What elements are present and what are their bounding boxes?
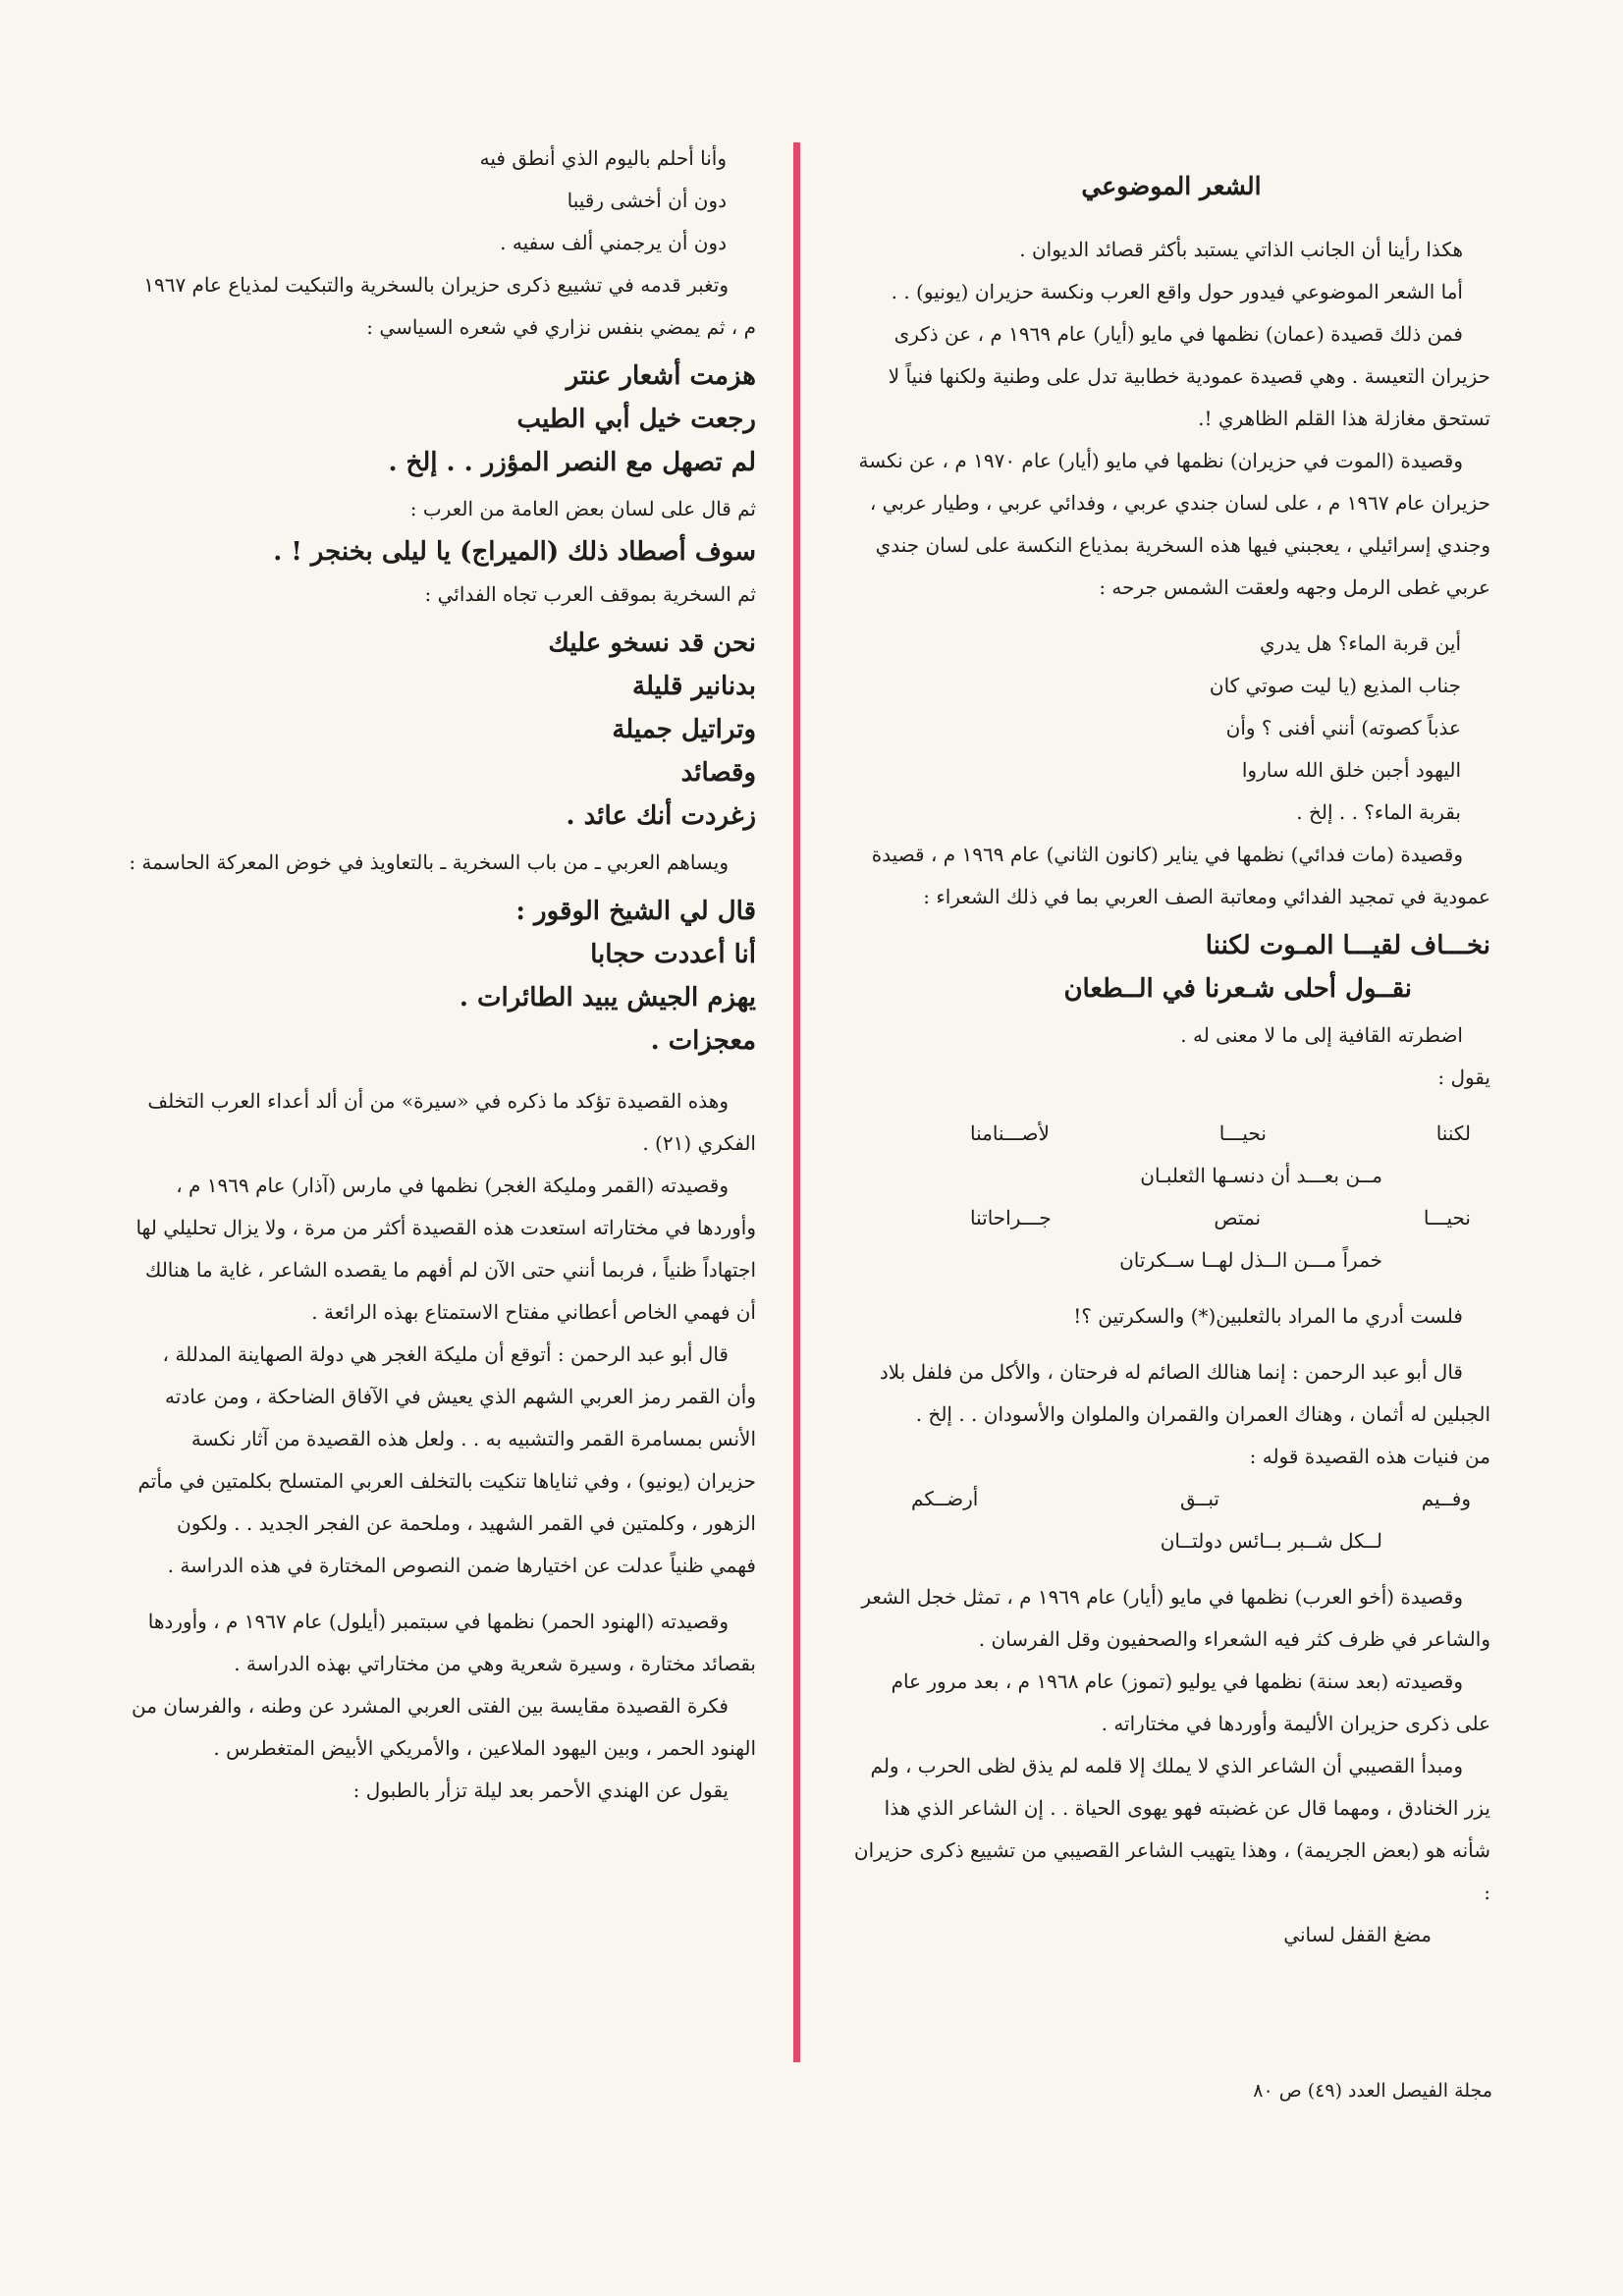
bold-verse: سوف أصطاد ذلك (الميراج) يا ليلى بخنجر ! . <box>273 537 756 567</box>
paragraph: وقصيدته (بعد سنة) نظمها في يوليو (تموز) عام ١٩٦٨ م ، بعد مرور عام على ذكرى حزيران الأليمة وأوردها في مختاراته . <box>891 1669 1490 1735</box>
column-divider <box>793 142 800 2062</box>
verse-word: نمتص <box>1214 1206 1262 1230</box>
bold-verse: وقصائد <box>680 758 756 788</box>
paragraph: وقصيدته (الهنود الحمر) نظمها في سبتمبر (أيلول) عام ١٩٦٧ م ، وأوردها بقصائد مختارة ، وسيرة شعرية وهي من مختاراتي بهذه الدراسة . <box>147 1610 756 1675</box>
right-column <box>852 137 1490 1956</box>
verse-line: جناب المذيع (يا ليت صوتي كان <box>1209 674 1461 697</box>
bold-verse: بدنانير قليلة <box>632 672 756 701</box>
verse-row <box>852 1113 1490 1155</box>
verse-row <box>852 1197 1490 1239</box>
verse-line: وأنا أحلم باليوم الذي أنطق فيه <box>479 146 727 170</box>
paragraph: اضطرته القافية إلى ما لا معنى له . <box>1180 1023 1463 1047</box>
verse-line: دون أن يرجمني ألف سفيه . <box>500 231 727 254</box>
left-column <box>128 137 756 1812</box>
bold-verse: معجزات . <box>650 1026 756 1056</box>
bold-verse: نحن قد نسخو عليك <box>548 629 756 658</box>
verse-word: لأصـــنامنا <box>970 1121 1050 1145</box>
paragraph: ثم السخرية بموقف العرب تجاه الفدائي : <box>424 582 756 606</box>
bold-verse: لم تصهل مع النصر المؤزر . . إلخ . <box>388 448 756 477</box>
bold-verse: زغردت أنك عائد . <box>566 801 756 831</box>
verse-line: مضغ القفل لساني <box>1283 1923 1432 1946</box>
paragraph: وقصيدة (الموت في حزيران) نظمها في مايو (أيار) عام ١٩٧٠ م ، عن نكسة حزيران عام ١٩٦٧ م ، على لسان جندي عربي ، وفدائي عربي ، وطيار عربي ، وجندي إسرائيلي ، يعجبني فيها هذه السخرية بمذياع النكسة على لسان جندي عربي غطى الرمل وجهه ولعقت الشمس جرحه : <box>858 449 1490 599</box>
paragraph: وهذه القصيدة تؤكد ما ذكره في «سيرة» من أن ألد أعداء العرب التخلف الفكري (٢١) . <box>147 1089 756 1155</box>
verse-word: أرضــكم <box>911 1487 979 1510</box>
bold-verse: يهزم الجيش يبيد الطائرات . <box>459 983 756 1012</box>
verse-line: اليهود أجبن خلق الله ساروا <box>1241 758 1461 782</box>
paragraph: وقصيدته (القمر ومليكة الغجر) نظمها في مارس (آذار) عام ١٩٦٩ م ، وأوردها في مختاراته استعدت هذه القصيدة أكثر من مرة ، ولا يزال تحليلي لها اجتهاداً ظنياً ، فربما أنني حتى الآن لم أفهم ما يقصده الشاعر ، غاية ما هنالك أن فهمي الخاص أعطاني مفتاح الاستمتاع بهذه الرائعة . <box>135 1174 756 1324</box>
bold-verse: قال لي الشيخ الوقور : <box>515 897 756 926</box>
page-footer: مجلة الفيصل العدد (٤٩) ص ٨٠ <box>1253 2080 1492 2102</box>
paragraph: ويساهم العربي ـ من باب السخرية ـ بالتعاويذ في خوض المعركة الحاسمة : <box>129 850 729 874</box>
bold-verse: أنا أعددت حجابا <box>590 940 756 969</box>
paragraph: فكرة القصيدة مقايسة بين الفتى العربي المشرد عن وطنه ، والفرسان من الهنود الحمر ، وبين اليهود الملاعين ، والأمريكي الأبيض المتغطرس . <box>132 1694 756 1760</box>
verse-line: مــن بعـــد أن دنسـها الثعلبـان <box>1140 1164 1382 1187</box>
bold-verse: نخـــاف لقيـــا المـوت لكننا <box>1205 931 1490 960</box>
verse-line: بقربة الماء؟ . . إلخ . <box>1296 800 1461 824</box>
verse-word: وفــيم <box>1421 1487 1471 1510</box>
paragraph: يقول : <box>1437 1066 1490 1089</box>
bold-verse: وتراتيل جميلة <box>612 715 756 744</box>
paragraph: أما الشعر الموضوعي فيدور حول واقع العرب ونكسة حزيران (يونيو) . . <box>891 280 1463 303</box>
verse-line: عذباً كصوته) أنني أفنى ؟ وأن <box>1225 716 1461 739</box>
verse-row <box>852 1478 1490 1520</box>
paragraph: قال أبو عبد الرحمن : إنما هنالك الصائم له فرحتان ، والأكل من فلفل بلاد الجبلين له أثمان ، وهناك العمران والقمران والملوان والأسودان . . إلخ . <box>879 1360 1490 1426</box>
verse-line: أين قربة الماء؟ هل يدري <box>1259 631 1461 655</box>
paragraph: يقول عن الهندي الأحمر بعد ليلة تزأر بالطبول : <box>352 1778 729 1802</box>
section-heading: الشعر الموضوعي <box>1081 172 1262 200</box>
verse-line: لــكل شــبر بــائس دولتــان <box>1160 1529 1382 1553</box>
verse-word: تبــق <box>1180 1487 1219 1510</box>
paragraph: قال أبو عبد الرحمن : أتوقع أن مليكة الغجر هي دولة الصهاينة المدللة ، وأن القمر رمز العربي الشهم الذي يعيش في الآفاق الضاحكة ، ومن عادته الأنس بمسامرة القمر والتشبيه به . . ولعل هذه القصيدة من آثار نكسة حزيران (يونيو) ، وفي ثناياها تنكيت بالتخلف العربي المتسلح بكلمتين في مأتم الزهور ، وكلمتين في القمر الشهيد ، وملحمة عن الفجر الجديد . . ولكون فهمي ظنياً عدلت عن اختيارها ضمن النصوص المختارة في هذه الدراسة . <box>137 1342 756 1577</box>
paragraph: فمن ذلك قصيدة (عمان) نظمها في مايو (أيار) عام ١٩٦٩ م ، عن ذكرى حزيران التعيسة . وهي قصيدة عمودية خطابية تدل على وطنية ولكنها فنياً لا تستحق مغازلة هذا القلم الظاهري !. <box>888 322 1490 430</box>
paragraph: من فنيات هذه القصيدة قوله : <box>1249 1445 1490 1468</box>
verse-word: جـــراحاتنا <box>970 1206 1052 1230</box>
paragraph: ومبدأ القصيبي أن الشاعر الذي لا يملك إلا قلمه لم يذق لظى الحرب ، ولم يزر الخنادق ، ومهما قال عن غضبته فهو يهوى الحياة . . إن الشاعر الذي هذا شأنه هو (بعض الجريمة) ، وهذا يتهيب الشاعر القصيبي من تشييع ذكرى حزيران : <box>853 1754 1490 1904</box>
bold-verse: رجعت خيل أبي الطيب <box>516 405 756 434</box>
verse-line: خمراً مـــن الــذل لهــا ســكرتان <box>1119 1248 1382 1272</box>
verse-word: نحيـــا <box>1218 1121 1267 1145</box>
verse-word: نحيـــا <box>1423 1206 1471 1230</box>
paragraph: وتغبر قدمه في تشييع ذكرى حزيران بالسخرية والتبكيت لمذياع عام ١٩٦٧ م ، ثم يمضي بنفس نزاري في شعره السياسي : <box>143 273 756 339</box>
paragraph: فلست أدري ما المراد بالثعلبين(*) والسكرتين ؟! <box>1073 1304 1463 1328</box>
bold-verse: هزمت أشعار عنتر <box>566 361 756 391</box>
verse-line: دون أن أخشى رقيبا <box>567 189 727 212</box>
paragraph: ثم قال على لسان بعض العامة من العرب : <box>409 497 756 520</box>
paragraph: وقصيدة (أخو العرب) نظمها في مايو (أيار) عام ١٩٦٩ م ، تمثل خجل الشعر والشاعر في ظرف كثر فيه الشعراء والصحفيون وقل الفرسان . <box>861 1585 1490 1651</box>
verse-word: لكننا <box>1435 1121 1471 1145</box>
bold-verse: نقــول أحلى شـعرنا في الــطعان <box>1063 974 1412 1004</box>
paragraph: هكذا رأينا أن الجانب الذاتي يستبد بأكثر قصائد الديوان . <box>1019 238 1463 261</box>
paragraph: وقصيدة (مات فدائي) نظمها في يناير (كانون الثاني) عام ١٩٦٩ م ، قصيدة عمودية في تمجيد الفدائي ومعاتبة الصف العربي بما في ذلك الشعراء : <box>871 843 1490 908</box>
